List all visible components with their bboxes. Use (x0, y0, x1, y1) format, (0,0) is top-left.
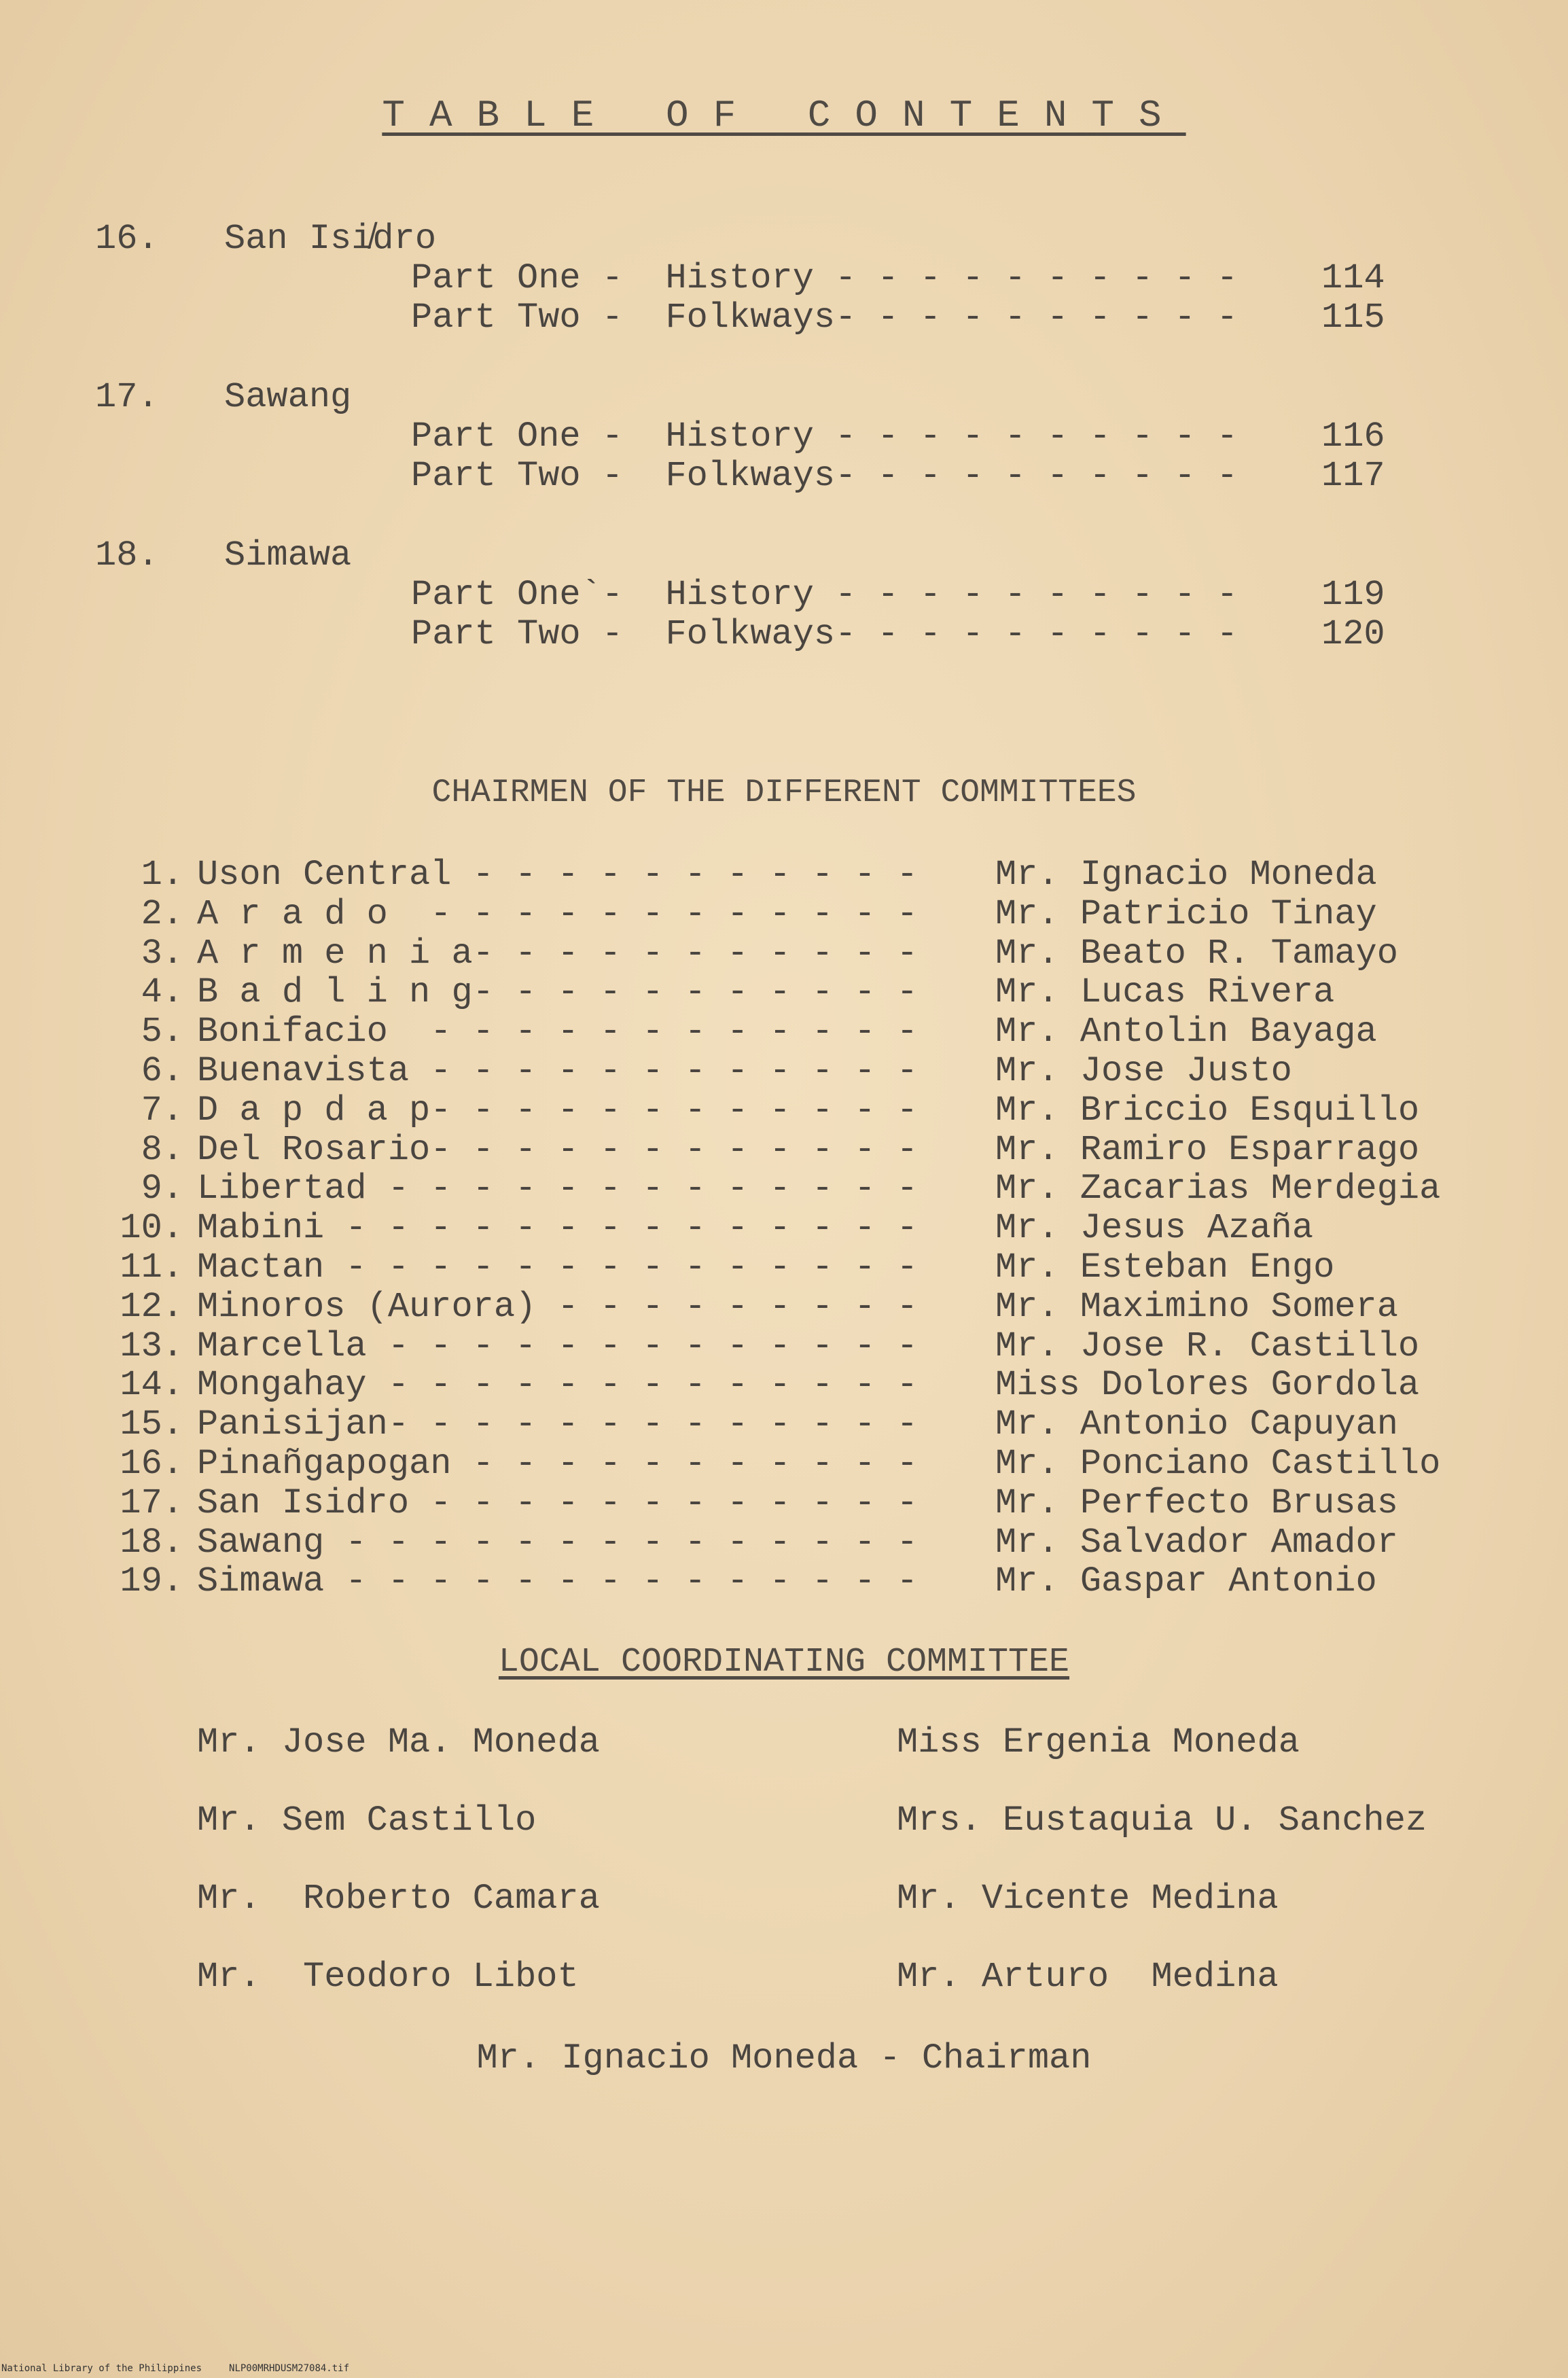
committee-member: Mr. Teodoro Libot (197, 1957, 579, 1997)
toc-part (411, 298, 1385, 338)
toc-part-page: 114 (1321, 258, 1385, 298)
committee-member: Mrs. Eustaquia U. Sanchez (897, 1800, 1427, 1841)
chairman-row-number: 17. (120, 1483, 183, 1523)
chairman-row-village: Del Rosario- - - - - - - - - - - - (197, 1129, 918, 1170)
toc-entry-title: Sawang (224, 377, 352, 417)
chairman-row-number: 11. (120, 1247, 183, 1288)
chairman-row-name: Mr. Zacarias Merdegia (995, 1169, 1441, 1209)
chairman-row-village: Uson Central - - - - - - - - - - - (197, 855, 918, 895)
toc-part-label: Part One`- History - - - - - - - - - - (411, 575, 1238, 615)
chairman-row-village: A r m e n i a- - - - - - - - - - - (197, 933, 918, 974)
toc-part (411, 416, 1385, 457)
page-title: TABLE OF CONTENTS (382, 94, 1186, 137)
chairman-row-village: B a d l i n g- - - - - - - - - - - (197, 972, 918, 1013)
local-committee-heading: LOCAL COORDINATING COMMITTEE (498, 1643, 1070, 1682)
file-label: NLP00MRHDUSM27084.tif (229, 2363, 350, 2374)
chairman-row-number: 13. (120, 1326, 183, 1366)
committee-chairman: Mr. Ignacio Moneda - Chairman (476, 2038, 1092, 2078)
toc-entry-title: Simawa (224, 535, 352, 575)
toc-entry-number: 16. (95, 219, 159, 259)
chairman-row-name: Mr. Ponciano Castillo (995, 1444, 1441, 1484)
toc-entry-number: 17. (95, 377, 159, 417)
chairman-row-village: Minoros (Aurora) - - - - - - - - - (197, 1286, 918, 1327)
toc-part-label: Part Two - Folkways- - - - - - - - - - (411, 614, 1238, 654)
toc-part-label: Part Two - Folkways- - - - - - - - - - (411, 456, 1238, 496)
chairman-row-number: 9. (141, 1169, 183, 1209)
toc-part-page: 116 (1321, 416, 1385, 457)
toc-part-page: 115 (1321, 298, 1385, 338)
chairman-row-village: Marcella - - - - - - - - - - - - - (197, 1326, 918, 1366)
committee-member: Mr. Arturo Medina (897, 1957, 1279, 1997)
committee-member: Mr. Roberto Camara (197, 1879, 600, 1919)
toc-entry-title: San Isi̸dro (224, 219, 437, 259)
chairman-row-village: Pinañgapogan - - - - - - - - - - - (197, 1444, 918, 1484)
chairman-row-name: Mr. Briccio Esquillo (995, 1090, 1420, 1131)
chairman-row-village: Mabini - - - - - - - - - - - - - - (197, 1208, 918, 1249)
toc-part (411, 575, 1385, 615)
chairman-row-village: Bonifacio - - - - - - - - - - - - (197, 1012, 918, 1052)
chairman-row-name: Mr. Gaspar Antonio (995, 1561, 1377, 1602)
chairman-row-name: Mr. Lucas Rivera (995, 972, 1335, 1013)
chairman-row-number: 12. (120, 1286, 183, 1327)
chairman-row-village: Libertad - - - - - - - - - - - - - (197, 1169, 918, 1209)
chairman-row-number: 2. (141, 893, 183, 934)
chairman-row-village: San Isidro - - - - - - - - - - - - (197, 1483, 918, 1523)
toc-entry-name (95, 219, 436, 259)
chairman-row-name: Mr. Jose R. Castillo (995, 1326, 1420, 1366)
chairman-row-number: 18. (120, 1522, 183, 1563)
committee-member: Mr. Vicente Medina (897, 1879, 1279, 1919)
chairman-row-village: Mongahay - - - - - - - - - - - - - (197, 1365, 918, 1406)
chairman-row-name: Mr. Patricio Tinay (995, 893, 1377, 934)
chairman-row-village: Sawang - - - - - - - - - - - - - - (197, 1522, 918, 1563)
chairman-row-number: 1. (141, 855, 183, 895)
committee-member: Miss Ergenia Moneda (897, 1722, 1300, 1762)
chairman-row-name: Mr. Ramiro Esparrago (995, 1129, 1420, 1170)
toc-part-page: 120 (1321, 614, 1385, 654)
chairman-row-number: 7. (141, 1090, 183, 1131)
chairman-row-village: A r a d o - - - - - - - - - - - - (197, 893, 918, 934)
chairman-row-village: D a p d a p- - - - - - - - - - - - (197, 1090, 918, 1131)
chairman-row-number: 15. (120, 1404, 183, 1445)
chairman-row-number: 6. (141, 1051, 183, 1091)
chairman-row-village: Simawa - - - - - - - - - - - - - - (197, 1561, 918, 1602)
chairman-row-village: Buenavista - - - - - - - - - - - - (197, 1051, 918, 1091)
toc-part-label: Part Two - Folkways- - - - - - - - - - (411, 298, 1238, 338)
chairman-row-number: 14. (120, 1365, 183, 1406)
toc-entry-name (95, 535, 351, 575)
chairman-row-village: Panisijan- - - - - - - - - - - - - (197, 1404, 918, 1445)
toc-part-page: 119 (1321, 575, 1385, 615)
chairman-row-number: 10. (120, 1208, 183, 1249)
chairman-row-name: Miss Dolores Gordola (995, 1365, 1420, 1406)
chairman-row-number: 8. (141, 1129, 183, 1170)
library-label: National Library of the Philippines (1, 2363, 202, 2374)
chairman-row-name: Mr. Esteban Engo (995, 1247, 1335, 1288)
toc-part (411, 614, 1385, 654)
toc-part-label: Part One - History - - - - - - - - - - (411, 416, 1238, 457)
chairman-row-name: Mr. Jose Justo (995, 1051, 1292, 1091)
toc-part (411, 258, 1385, 298)
chairman-row-number: 5. (141, 1012, 183, 1052)
chairman-row-number: 19. (120, 1561, 183, 1602)
chairman-row-name: Mr. Beato R. Tamayo (995, 933, 1398, 974)
chairman-row-number: 4. (141, 972, 183, 1013)
chairman-row-name: Mr. Jesus Azaña (995, 1208, 1314, 1249)
chairman-row-name: Mr. Ignacio Moneda (995, 855, 1377, 895)
toc-entry-number: 18. (95, 535, 159, 575)
scan-footer (1, 2363, 376, 2374)
toc-part-page: 117 (1321, 456, 1385, 496)
toc-part-label: Part One - History - - - - - - - - - - (411, 258, 1238, 298)
chairman-row-number: 3. (141, 933, 183, 974)
chairman-row-number: 16. (120, 1444, 183, 1484)
chairman-row-village: Mactan - - - - - - - - - - - - - - (197, 1247, 918, 1288)
chairman-row-name: Mr. Antolin Bayaga (995, 1012, 1377, 1052)
toc-entry-name (95, 377, 351, 417)
chairmen-heading: CHAIRMEN OF THE DIFFERENT COMMITTEES (431, 775, 1137, 811)
chairman-row-name: Mr. Maximino Somera (995, 1286, 1398, 1327)
chairman-row-name: Mr. Perfecto Brusas (995, 1483, 1398, 1523)
chairman-row-name: Mr. Salvador Amador (995, 1522, 1398, 1563)
committee-member: Mr. Sem Castillo (197, 1800, 537, 1841)
committee-member: Mr. Jose Ma. Moneda (197, 1722, 600, 1762)
toc-part (411, 456, 1385, 496)
chairman-row-name: Mr. Antonio Capuyan (995, 1404, 1398, 1445)
